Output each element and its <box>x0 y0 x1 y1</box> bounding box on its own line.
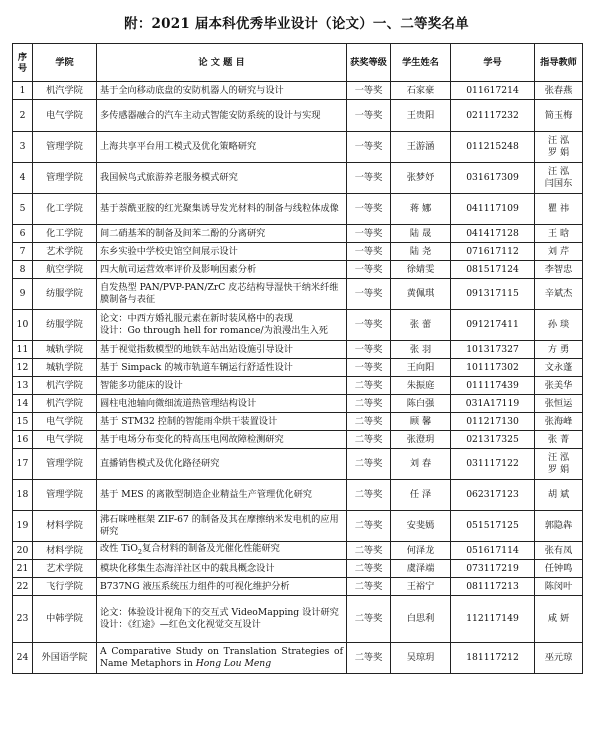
student-id-cell: 051617114 <box>451 542 535 560</box>
award-level-cell: 一等奖 <box>347 194 391 225</box>
college-cell: 管理学院 <box>33 132 97 163</box>
award-level-cell: 二等奖 <box>347 560 391 578</box>
student-id-cell: 081517124 <box>451 261 535 279</box>
thesis-title-cell: 直播销售模式及优化路径研究 <box>97 449 347 480</box>
college-cell: 外国语学院 <box>33 643 97 674</box>
thesis-title-cell: 自发热型 PAN/PVP-PAN/ZrC 皮芯结构导湿快干纳米纤维膜制备与表征 <box>97 279 347 310</box>
table-row <box>13 243 583 261</box>
award-level-cell: 二等奖 <box>347 413 391 431</box>
table-row <box>13 596 583 643</box>
thesis-title-cell: 基于全向移动底盘的安防机器人的研究与设计 <box>97 82 347 100</box>
row-number: 4 <box>13 163 33 194</box>
student-id-cell: 101117302 <box>451 359 535 377</box>
student-id-cell: 041117109 <box>451 194 535 225</box>
thesis-title-cell: 间二硝基苯的制备及间苯二酚的分离研究 <box>97 225 347 243</box>
student-id-cell: 091317115 <box>451 279 535 310</box>
award-level-cell: 一等奖 <box>347 261 391 279</box>
table-row <box>13 413 583 431</box>
college-cell: 艺术学院 <box>33 243 97 261</box>
advisor-cell: 汪 泓 罗 娟 <box>535 449 583 480</box>
student-id-cell: 011215248 <box>451 132 535 163</box>
student-id-cell: 031617309 <box>451 163 535 194</box>
row-number: 2 <box>13 100 33 132</box>
advisor-cell: 简玉梅 <box>535 100 583 132</box>
thesis-title-cell: 基于萘酰亚胺的红光聚集诱导发光材料的制备与线粒体成像 <box>97 194 347 225</box>
student-name-cell: 陆 晟 <box>391 225 451 243</box>
thesis-title-cell: 改性 TiO$_2$复合材料的制备及光催化性能研究 <box>97 542 347 560</box>
student-name-cell: 王贵阳 <box>391 100 451 132</box>
student-id-cell: 071617112 <box>451 243 535 261</box>
row-number: 18 <box>13 480 33 511</box>
college-cell: 机汽学院 <box>33 377 97 395</box>
thesis-title-cell: 东乡实验中学校史馆空间展示设计 <box>97 243 347 261</box>
advisor-cell: 陈闵叶 <box>535 578 583 596</box>
header-advisor: 指导教师 <box>535 44 583 82</box>
college-cell: 管理学院 <box>33 480 97 511</box>
college-cell: 电气学院 <box>33 431 97 449</box>
award-level-cell: 二等奖 <box>347 449 391 480</box>
award-level-cell: 二等奖 <box>347 395 391 413</box>
subscript: 2 <box>137 547 143 556</box>
award-level-cell: 一等奖 <box>347 243 391 261</box>
table-row <box>13 279 583 310</box>
student-name-cell: 石家豪 <box>391 82 451 100</box>
student-name-cell: 刘 春 <box>391 449 451 480</box>
advisor-cell: 张美华 <box>535 377 583 395</box>
thesis-title-cell: 基于 MES 的离散型制造企业精益生产管理优化研究 <box>97 480 347 511</box>
table-row <box>13 395 583 413</box>
advisor-cell: 孙 琰 <box>535 310 583 341</box>
table-row <box>13 578 583 596</box>
award-level-cell: 二等奖 <box>347 431 391 449</box>
advisor-cell: 辛斌杰 <box>535 279 583 310</box>
table-row <box>13 511 583 542</box>
college-cell: 纺服学院 <box>33 310 97 341</box>
row-number: 13 <box>13 377 33 395</box>
header-thesis: 论 文 题 目 <box>97 44 347 82</box>
award-level-cell: 二等奖 <box>347 377 391 395</box>
table-row <box>13 100 583 132</box>
award-level-cell: 一等奖 <box>347 225 391 243</box>
award-level-cell: 二等奖 <box>347 542 391 560</box>
row-number: 24 <box>13 643 33 674</box>
table-row <box>13 542 583 560</box>
student-name-cell: 陆 尧 <box>391 243 451 261</box>
student-id-cell: 062317123 <box>451 480 535 511</box>
student-name-cell: 任 泽 <box>391 480 451 511</box>
header-student: 学生姓名 <box>391 44 451 82</box>
thesis-title-cell: 基于 Simpack 的城市轨道车辆运行舒适性设计 <box>97 359 347 377</box>
student-name-cell: 张 羽 <box>391 341 451 359</box>
college-cell: 机汽学院 <box>33 82 97 100</box>
student-id-cell: 021117232 <box>451 100 535 132</box>
student-name-cell: 蒋 娜 <box>391 194 451 225</box>
award-level-cell: 一等奖 <box>347 341 391 359</box>
header-college: 学院 <box>33 44 97 82</box>
header-student-id: 学号 <box>451 44 535 82</box>
student-name-cell: 黄佩琪 <box>391 279 451 310</box>
thesis-title-cell: 论文：中西方婚礼服元素在新时装风格中的表现 设计：Go through hell for romance/为浪漫出生入死 <box>97 310 347 341</box>
college-cell: 材料学院 <box>33 542 97 560</box>
awards-table <box>12 43 583 674</box>
college-cell: 飞行学院 <box>33 578 97 596</box>
student-name-cell: 何泽龙 <box>391 542 451 560</box>
college-cell: 化工学院 <box>33 225 97 243</box>
student-name-cell: 徐婧雯 <box>391 261 451 279</box>
award-level-cell: 一等奖 <box>347 132 391 163</box>
student-name-cell: 张梦妤 <box>391 163 451 194</box>
thesis-title-cell: 四大航司运营效率评价及影响因素分析 <box>97 261 347 279</box>
row-number: 20 <box>13 542 33 560</box>
student-name-cell: 张 蕾 <box>391 310 451 341</box>
table-row <box>13 449 583 480</box>
row-number: 12 <box>13 359 33 377</box>
student-name-cell: 朱振庭 <box>391 377 451 395</box>
advisor-cell: 张恒运 <box>535 395 583 413</box>
thesis-title-cell: B737NG 液压系统压力组件的可视化维护分析 <box>97 578 347 596</box>
table-row <box>13 431 583 449</box>
row-number: 8 <box>13 261 33 279</box>
student-id-cell: 011617214 <box>451 82 535 100</box>
advisor-cell: 郭隐犇 <box>535 511 583 542</box>
student-id-cell: 112117149 <box>451 596 535 643</box>
table-row <box>13 82 583 100</box>
row-number: 23 <box>13 596 33 643</box>
row-number: 17 <box>13 449 33 480</box>
table-header-row <box>13 44 583 82</box>
thesis-title-cell: 基于电场分布变化的特高压电网故障检测研究 <box>97 431 347 449</box>
college-cell: 纺服学院 <box>33 279 97 310</box>
table-row <box>13 163 583 194</box>
advisor-cell: 张 菁 <box>535 431 583 449</box>
advisor-cell: 张有凤 <box>535 542 583 560</box>
table-row <box>13 194 583 225</box>
student-id-cell: 011217130 <box>451 413 535 431</box>
college-cell: 航空学院 <box>33 261 97 279</box>
table-row <box>13 359 583 377</box>
student-name-cell: 张澄玥 <box>391 431 451 449</box>
thesis-title-cell: 论文：体验设计视角下的交互式 VideoMapping 设计研究 设计：《红途》—红色文化视觉交互设计 <box>97 596 347 643</box>
college-cell: 化工学院 <box>33 194 97 225</box>
row-number: 16 <box>13 431 33 449</box>
advisor-cell: 刘 芹 <box>535 243 583 261</box>
advisor-cell: 胡 斌 <box>535 480 583 511</box>
table-row <box>13 261 583 279</box>
award-level-cell: 二等奖 <box>347 480 391 511</box>
row-number: 7 <box>13 243 33 261</box>
thesis-title-cell: 圆柱电池轴向微细流道热管理结构设计 <box>97 395 347 413</box>
student-id-cell: 051517125 <box>451 511 535 542</box>
row-number: 22 <box>13 578 33 596</box>
row-number: 15 <box>13 413 33 431</box>
advisor-cell: 任钟鸣 <box>535 560 583 578</box>
row-number: 11 <box>13 341 33 359</box>
table-row <box>13 225 583 243</box>
student-id-cell: 181117212 <box>451 643 535 674</box>
student-name-cell: 白思利 <box>391 596 451 643</box>
thesis-title-cell: 我国候鸟式旅游养老服务模式研究 <box>97 163 347 194</box>
thesis-title-cell: 基于 STM32 控制的智能雨伞烘干装置设计 <box>97 413 347 431</box>
table-row <box>13 377 583 395</box>
college-cell: 城轨学院 <box>33 341 97 359</box>
award-level-cell: 一等奖 <box>347 163 391 194</box>
row-number: 14 <box>13 395 33 413</box>
advisor-cell: 文永蓬 <box>535 359 583 377</box>
advisor-cell: 咸 妍 <box>535 596 583 643</box>
thesis-title-cell: 沸石咪唑框架 ZIF-67 的制备及其在摩擦纳米发电机的应用研究 <box>97 511 347 542</box>
advisor-cell: 王 晗 <box>535 225 583 243</box>
award-level-cell: 一等奖 <box>347 279 391 310</box>
table-row <box>13 560 583 578</box>
student-name-cell: 王向阳 <box>391 359 451 377</box>
award-level-cell: 一等奖 <box>347 310 391 341</box>
advisor-cell: 巫元琼 <box>535 643 583 674</box>
advisor-cell: 张春燕 <box>535 82 583 100</box>
award-level-cell: 二等奖 <box>347 596 391 643</box>
award-level-cell: 一等奖 <box>347 359 391 377</box>
student-name-cell: 安斐嫣 <box>391 511 451 542</box>
college-cell: 中韩学院 <box>33 596 97 643</box>
student-name-cell: 虞泽端 <box>391 560 451 578</box>
advisor-cell: 汪 泓 闫国东 <box>535 163 583 194</box>
book-title: Hong Lou Meng <box>195 658 272 669</box>
table-row <box>13 132 583 163</box>
thesis-title-cell: 多传感器融合的汽车主动式智能安防系统的设计与实现 <box>97 100 347 132</box>
college-cell: 管理学院 <box>33 163 97 194</box>
student-id-cell: 101317327 <box>451 341 535 359</box>
thesis-title-cell: A Comparative Study on Translation Strategies of Name Metaphors in Hong Lou Meng <box>97 643 347 674</box>
student-id-cell: 011117439 <box>451 377 535 395</box>
advisor-cell: 张海峰 <box>535 413 583 431</box>
header-award: 获奖等级 <box>347 44 391 82</box>
thesis-title-cell: 上海共享平台用工模式及优化策略研究 <box>97 132 347 163</box>
student-id-cell: 031A17119 <box>451 395 535 413</box>
student-name-cell: 陈白强 <box>391 395 451 413</box>
row-number: 6 <box>13 225 33 243</box>
student-name-cell: 顾 馨 <box>391 413 451 431</box>
advisor-cell: 李智忠 <box>535 261 583 279</box>
thesis-title-cell: 模块化移集生态海洋社区中的载具概念设计 <box>97 560 347 578</box>
college-cell: 机汽学院 <box>33 395 97 413</box>
student-id-cell: 081117213 <box>451 578 535 596</box>
award-level-cell: 一等奖 <box>347 82 391 100</box>
student-id-cell: 041417128 <box>451 225 535 243</box>
college-cell: 材料学院 <box>33 511 97 542</box>
award-level-cell: 二等奖 <box>347 511 391 542</box>
table-row <box>13 643 583 674</box>
row-number: 5 <box>13 194 33 225</box>
advisor-cell: 瞿 祎 <box>535 194 583 225</box>
row-number: 1 <box>13 82 33 100</box>
advisor-cell: 汪 泓 罗 娟 <box>535 132 583 163</box>
college-cell: 电气学院 <box>33 413 97 431</box>
row-number: 3 <box>13 132 33 163</box>
college-cell: 电气学院 <box>33 100 97 132</box>
college-cell: 艺术学院 <box>33 560 97 578</box>
row-number: 21 <box>13 560 33 578</box>
award-level-cell: 二等奖 <box>347 643 391 674</box>
student-id-cell: 021317325 <box>451 431 535 449</box>
table-row <box>13 310 583 341</box>
thesis-title-cell: 智能多功能床的设计 <box>97 377 347 395</box>
student-name-cell: 王游涵 <box>391 132 451 163</box>
college-cell: 城轨学院 <box>33 359 97 377</box>
row-number: 9 <box>13 279 33 310</box>
table-row <box>13 341 583 359</box>
award-level-cell: 一等奖 <box>347 100 391 132</box>
student-id-cell: 091217411 <box>451 310 535 341</box>
header-no: 序号 <box>13 44 33 82</box>
student-id-cell: 073117219 <box>451 560 535 578</box>
student-name-cell: 吴琼玥 <box>391 643 451 674</box>
page-title: 附：2021 届本科优秀毕业设计（论文）一、二等奖名单 <box>124 16 469 32</box>
thesis-title-cell: 基于视觉指数模型的地铁车站出站设施引导设计 <box>97 341 347 359</box>
student-id-cell: 031117122 <box>451 449 535 480</box>
row-number: 19 <box>13 511 33 542</box>
college-cell: 管理学院 <box>33 449 97 480</box>
table-row <box>13 480 583 511</box>
advisor-cell: 方 勇 <box>535 341 583 359</box>
student-name-cell: 王裕宁 <box>391 578 451 596</box>
award-level-cell: 二等奖 <box>347 578 391 596</box>
row-number: 10 <box>13 310 33 341</box>
